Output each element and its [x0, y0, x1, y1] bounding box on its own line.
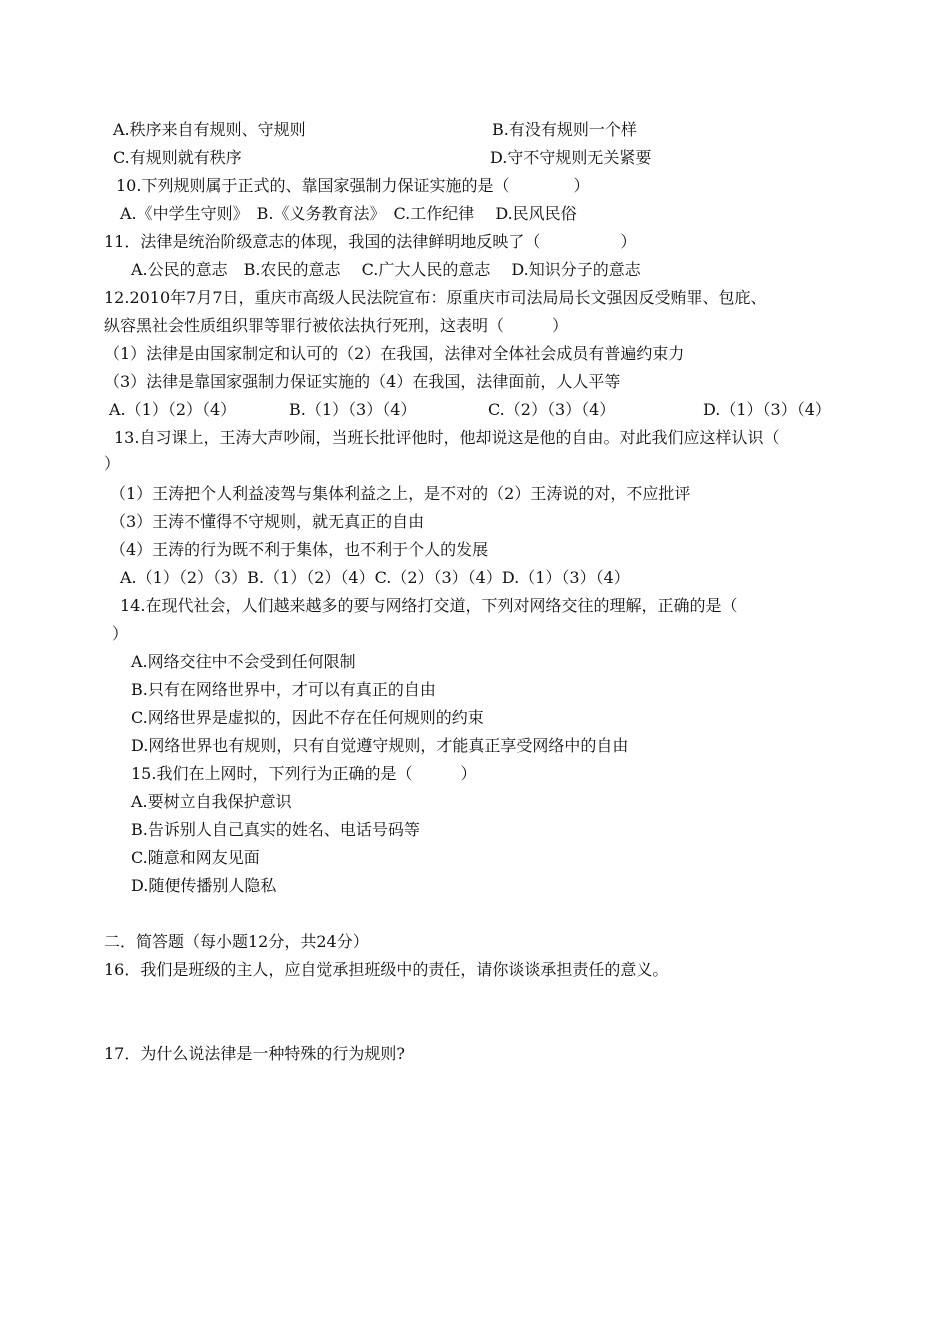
q13-stem-line2: ）	[104, 454, 121, 473]
q14-stem-line2: ）	[112, 624, 129, 643]
q9-option-d: D.守不守规则无关紧要	[490, 148, 652, 167]
q17-question: 17．为什么说法律是一种特殊的行为规则?	[104, 1044, 405, 1063]
q15-option-a: A.要树立自我保护意识	[131, 792, 292, 811]
q13-statement-3: （4）王涛的行为既不利于集体，也不利于个人的发展	[110, 540, 489, 559]
q12-statement-1: （1）法律是由国家制定和认可的（2）在我国，法律对全体社会成员有普遍约束力	[104, 344, 685, 363]
q15-stem: 15.我们在上网时，下列行为正确的是（ ）	[131, 764, 477, 783]
q16-question: 16．我们是班级的主人，应自觉承担班级中的责任，请你谈谈承担责任的意义。	[104, 960, 669, 979]
section2-heading: 二．简答题（每小题12分，共24分）	[104, 932, 369, 951]
q10-options: A.《中学生守则》 B.《义务教育法》 C.工作纪律 D.民风民俗	[120, 204, 577, 223]
q12-option-a: A.（1）（2）（4）	[109, 400, 237, 419]
q12-stem-line2: 纵容黑社会性质组织罪等罪行被依法执行死刑，这表明（ ）	[104, 316, 569, 335]
q13-stem-line1: 13.自习课上，王涛大声吵闹，当班长批评他时，他却说这是他的自由。对此我们应这样认识（	[114, 428, 780, 447]
q13-statement-2: （3）王涛不懂得不守规则，就无真正的自由	[110, 512, 425, 531]
q15-option-d: D.随便传播别人隐私	[131, 876, 277, 895]
q12-option-c: C.（2）（3）（4）	[488, 400, 616, 419]
q14-stem-line1: 14.在现代社会，人们越来越多的要与网络打交道，下列对网络交往的理解，正确的是（	[120, 596, 738, 615]
q11-options: A.公民的意志 B.农民的意志 C.广大人民的意志 D.知识分子的意志	[131, 260, 641, 279]
q9-option-c: C.有规则就有秩序	[113, 148, 242, 167]
q13-statement-1: （1）王涛把个人利益凌驾与集体利益之上，是不对的（2）王涛说的对，不应批评	[110, 484, 691, 503]
q12-option-d: D.（1）（3）（4）	[703, 400, 831, 419]
q14-option-d: D.网络世界也有规则，只有自觉遵守规则，才能真正享受网络中的自由	[131, 736, 629, 755]
q9-option-a: A.秩序来自有规则、守规则	[113, 120, 306, 139]
q12-statement-2: （3）法律是靠国家强制力保证实施的（4）在我国，法律面前，人人平等	[104, 372, 621, 391]
q14-option-a: A.网络交往中不会受到任何限制	[131, 652, 356, 671]
q15-option-c: C.随意和网友见面	[131, 848, 260, 867]
q9-option-b: B.有没有规则一个样	[492, 120, 637, 139]
q12-stem-line1: 12.2010年7月7日，重庆市高级人民法院宣布：原重庆市司法局局长文强因反受贿罪、包庇、	[104, 288, 767, 307]
q15-option-b: B.告诉别人自己真实的姓名、电话号码等	[131, 820, 420, 839]
q13-options: A.（1）（2）（3）B.（1）（2）（4）C.（2）（3）（4）D.（1）（3）（4）	[120, 568, 630, 587]
q10-stem: 10.下列规则属于正式的、靠国家强制力保证实施的是（ ）	[116, 176, 590, 195]
q12-option-b: B.（1）（3）（4）	[289, 400, 417, 419]
q14-option-b: B.只有在网络世界中，才可以有真正的自由	[131, 680, 436, 699]
q11-stem: 11．法律是统治阶级意志的体现，我国的法律鲜明地反映了（ ）	[104, 232, 637, 251]
q14-option-c: C.网络世界是虚拟的，因此不存在任何规则的约束	[131, 708, 484, 727]
